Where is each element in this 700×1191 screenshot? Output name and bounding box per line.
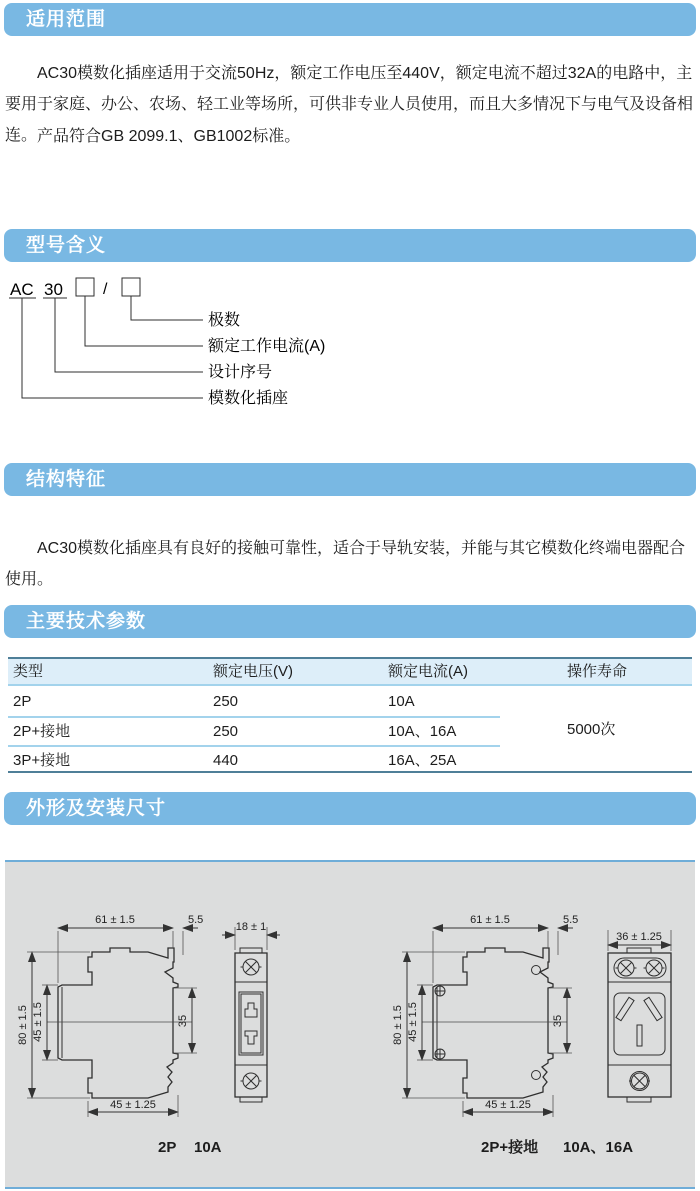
section-header-params: [4, 605, 696, 638]
cell-current: 10A、16A: [388, 723, 457, 740]
dim-width: 61 ± 1.5: [470, 914, 510, 926]
section-title: 外形及安装尺寸: [26, 798, 167, 819]
cell-type: 2P+接地: [13, 723, 71, 740]
dim-inner-height: 45 ± 1.5: [32, 1002, 44, 1042]
socket-slot-earth: [637, 1025, 642, 1046]
model-label-current: 额定工作电流(A): [208, 338, 326, 355]
dim-width: 61 ± 1.5: [95, 914, 135, 926]
dim-rail-height: 35: [177, 1014, 189, 1028]
cell-voltage: 250: [213, 723, 239, 740]
section-title: 主要技术参数: [26, 611, 147, 632]
socket-slot-bottom: [245, 1031, 257, 1044]
cell-voltage: 250: [213, 693, 239, 710]
dim-depth: 5.5: [188, 914, 204, 926]
cell-current: 16A、25A: [388, 752, 457, 769]
drawing-2p: [8, 905, 338, 1155]
dim-depth: 5.5: [563, 914, 579, 926]
cell-type: 3P+接地: [13, 752, 71, 769]
front-view-2p: [222, 921, 280, 1102]
col-header-current: 额定电流(A): [388, 663, 468, 680]
dim-mount-width: 45 ± 1.25: [485, 1099, 531, 1111]
section-header-structure: [4, 463, 696, 496]
socket-slot-right: [644, 997, 662, 1020]
dim-height: 80 ± 1.5: [17, 1005, 29, 1045]
model-code-diagram: [0, 272, 360, 422]
model-code-box-current: [76, 278, 94, 296]
model-code-series: 30: [44, 280, 63, 299]
socket-slot-left: [616, 997, 634, 1020]
drawing-label-type: 2P+接地: [481, 1139, 539, 1156]
cell-type: 2P: [13, 693, 32, 710]
drawing-label-current: 10A、16A: [563, 1139, 634, 1156]
front-view-2p-earth: [608, 930, 671, 1102]
structure-paragraph: AC30模数化插座具有良好的接触可靠性，适合于导轨安装，并能与其它模数化终端电器配合使用。: [5, 540, 686, 588]
section-title: 型号含义: [26, 235, 107, 256]
model-code-prefix: AC: [10, 280, 34, 299]
cell-voltage: 440: [213, 752, 239, 769]
model-label-design: 设计序号: [208, 364, 273, 381]
cell-lifespan: 5000次: [567, 721, 616, 738]
scope-paragraph-2: 产品符合GB 2099.1、GB1002标准。: [37, 128, 301, 145]
section-header-dimensions: [4, 792, 696, 825]
model-label-product: 模数化插座: [208, 390, 289, 407]
cell-current: 10A: [388, 693, 415, 710]
model-code-box-poles: [122, 278, 140, 296]
col-header-voltage: 额定电压(V): [213, 663, 293, 680]
drawing-label-type: 2P: [158, 1139, 177, 1156]
model-label-poles: 极数: [208, 312, 241, 329]
drawing-2p-earth: [378, 905, 700, 1155]
section-header-model: [4, 229, 696, 262]
socket-slot-top: [245, 1003, 257, 1017]
dim-inner-height: 45 ± 1.5: [407, 1002, 419, 1042]
section-header-scope: [4, 3, 696, 36]
parameters-table: [8, 657, 692, 773]
dim-front-width: 18 ± 1: [235, 921, 267, 933]
col-header-type: 类型: [13, 663, 44, 680]
section-title: 结构特征: [26, 469, 107, 490]
table-header-row: [8, 659, 692, 686]
col-header-lifespan: 操作寿命: [567, 663, 628, 680]
drawing-label-current: 10A: [194, 1139, 222, 1156]
model-code-separator: /: [103, 281, 108, 298]
dim-front-width: 36 ± 1.25: [616, 931, 662, 943]
dim-rail-height: 35: [552, 1014, 564, 1028]
dim-mount-width: 45 ± 1.25: [110, 1099, 156, 1111]
scope-paragraph-1: AC30模数化插座适用于交流50Hz，额定工作电压至440V，额定电流不超过32A的电路中，主要用于家庭、办公、农场、轻工业等场所，可供非专业人员使用，而且大多情况下与电气及设备相连。: [5, 65, 694, 144]
dim-height: 80 ± 1.5: [392, 1005, 404, 1045]
section-title: 适用范围: [26, 9, 107, 30]
